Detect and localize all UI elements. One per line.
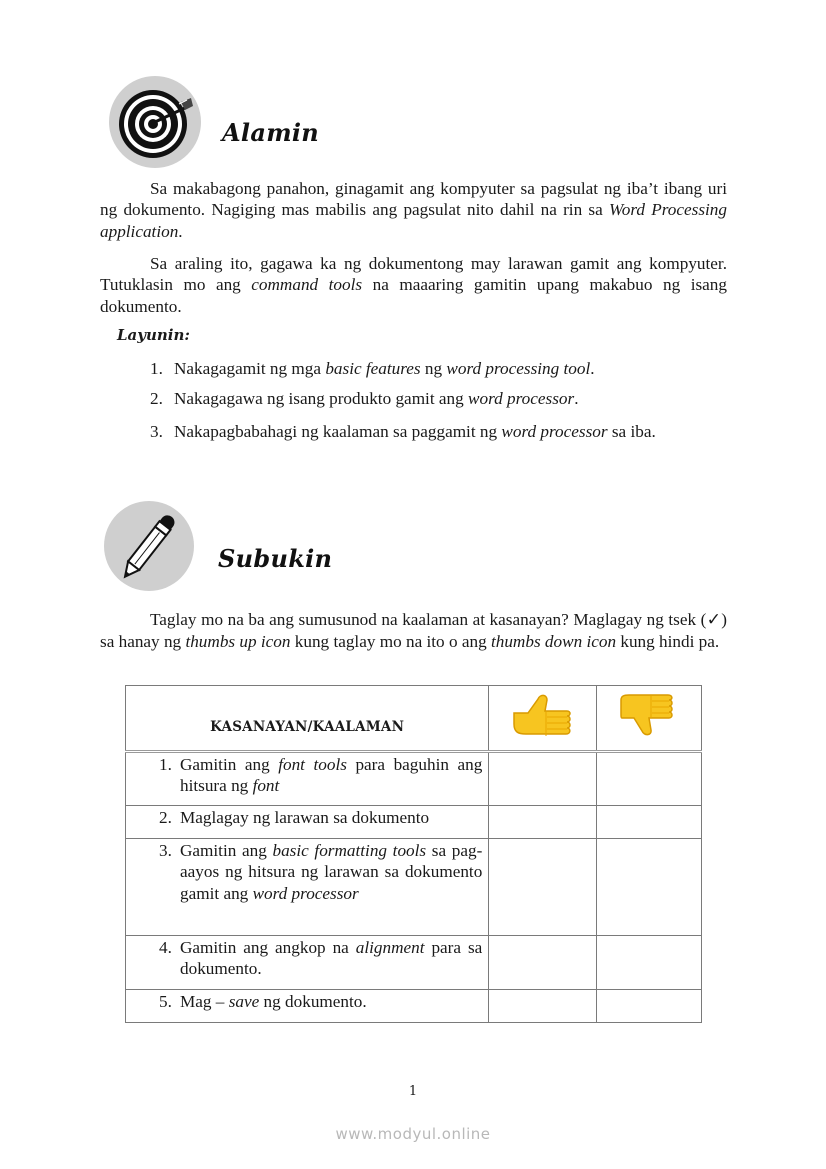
header-skills: [126, 686, 489, 752]
thumbs-up-checkbox-cell[interactable]: [489, 990, 597, 1023]
header-label: KASANAYAN/KAALAMAN: [210, 719, 405, 735]
italic-term: alignment: [355, 938, 425, 957]
table-row: [126, 806, 702, 839]
thumbs-down-checkbox-cell[interactable]: [597, 990, 702, 1023]
skill-text: [180, 807, 482, 828]
target-bullseye-icon: [109, 76, 201, 168]
subukin-instructions: [100, 609, 727, 653]
table-row: [126, 839, 702, 936]
objective-item: [150, 417, 728, 446]
italic-term: word processor: [252, 883, 359, 903]
objective-number: 1.: [150, 359, 163, 378]
italic-term: basic formatting tools: [272, 841, 427, 860]
text: .: [590, 359, 595, 378]
thumbs-up-checkbox-cell[interactable]: [489, 839, 597, 936]
text: .: [574, 389, 579, 408]
italic-term: command tools: [251, 275, 363, 295]
skill-cell: [126, 839, 489, 936]
text: kung taglay mo na ito o ang: [290, 632, 491, 652]
italic-term: save: [228, 992, 260, 1011]
table-header-row: [126, 686, 702, 752]
skill-text: [180, 991, 482, 1012]
thumbs-down-checkbox-cell[interactable]: [597, 936, 702, 990]
text: ng: [420, 359, 447, 378]
skill-cell: [126, 936, 489, 990]
alamin-paragraph-2: [100, 253, 727, 317]
text: Gamitin ang: [180, 841, 273, 860]
text: Nakagagamit ng mga: [174, 359, 326, 378]
italic-term: thumbs down icon: [490, 632, 617, 652]
objective-text: [174, 388, 728, 409]
alamin-paragraph-1: [100, 178, 727, 242]
row-number: 2.: [159, 808, 172, 827]
objective-item: [150, 388, 728, 409]
italic-term: font tools: [278, 755, 347, 774]
text: Gamitin ang angkop na: [180, 938, 356, 957]
skills-checklist-table: [125, 685, 702, 1023]
thumbs-down-checkbox-cell[interactable]: [597, 752, 702, 806]
subukin-title: Subukin: [218, 544, 333, 573]
objective-number: 2.: [150, 389, 163, 408]
text: Maglagay ng larawan sa dokumento: [180, 808, 430, 827]
layunin-label: Layunin:: [117, 326, 190, 344]
italic-term: word processor: [468, 389, 575, 408]
text: Sa araling ito, gagawa ka ng dokumentong may larawan gamit ang kompyuter. Tutuklasin mo ang: [100, 254, 727, 295]
table-row: [126, 752, 702, 806]
text: para sa dokumento.: [180, 938, 483, 979]
header-thumbs-up: [489, 686, 597, 752]
page-number: 1: [408, 1084, 418, 1099]
skill-cell: [126, 806, 489, 839]
watermark: www.modyul.online: [335, 1125, 491, 1143]
thumbs-up-checkbox-cell[interactable]: [489, 936, 597, 990]
pencil-icon: [104, 501, 194, 591]
header-thumbs-down: [597, 686, 702, 752]
table-row: [126, 990, 702, 1023]
thumbs-down-checkbox-cell[interactable]: [597, 806, 702, 839]
row-number: 1.: [159, 755, 172, 774]
objective-item: [150, 358, 728, 379]
text: na maaaring gamitin upang makabuo ng isang dokumento.: [100, 275, 727, 316]
objective-text: [174, 358, 728, 379]
italic-term: basic features: [325, 359, 421, 378]
italic-term: Word Processing application: [100, 200, 727, 241]
text: Nakapagbabahagi ng kaalaman sa paggamit ng: [174, 422, 502, 441]
table-row: [126, 936, 702, 990]
subukin-icon-circle: [104, 501, 194, 591]
check-mark-icon: ✓: [706, 610, 722, 630]
thumbs-down-icon: [617, 692, 681, 740]
thumbs-up-checkbox-cell[interactable]: [489, 752, 597, 806]
text: ng dokumento.: [259, 992, 367, 1011]
italic-term: thumbs up icon: [185, 632, 291, 652]
row-number: 4.: [159, 938, 172, 957]
text: ) sa hanay ng: [100, 610, 727, 652]
italic-term: word processing tool: [446, 359, 591, 378]
skill-cell: [126, 990, 489, 1023]
thumbs-up-checkbox-cell[interactable]: [489, 806, 597, 839]
italic-term: word processor: [501, 422, 608, 441]
text: Sa makabagong panahon, ginagamit ang kompyuter sa pagsulat ng iba’t ibang uri ng dokumento. Nagiging mas mabilis ang pagsulat nito dahil na rin sa: [100, 179, 727, 220]
text: Nakagagawa ng isang produkto gamit ang: [174, 389, 469, 408]
thumbs-up-icon: [510, 691, 576, 741]
text: Taglay mo na ba ang sumusunod na kaalaman at kasanayan? Maglagay ng tsek (: [150, 610, 707, 629]
objective-text: [174, 417, 728, 446]
row-number: 3.: [159, 841, 172, 860]
alamin-title: Alamin: [222, 118, 320, 147]
thumbs-down-checkbox-cell[interactable]: [597, 839, 702, 936]
italic-term: font: [252, 776, 280, 796]
skill-cell: [126, 752, 489, 806]
skill-text: [180, 840, 482, 904]
objective-number: 3.: [150, 422, 163, 441]
row-number: 5.: [159, 992, 172, 1011]
text: kung hindi pa.: [616, 632, 720, 652]
text: .: [178, 221, 183, 241]
text: para baguhin ang hitsura ng: [180, 755, 483, 796]
alamin-icon-circle: [109, 76, 201, 168]
text: sa iba.: [607, 422, 656, 441]
text: sa pag-aayos ng hitsura ng larawan sa dokumento gamit ang: [180, 841, 483, 903]
text: Mag –: [180, 992, 229, 1011]
skill-text: [180, 754, 482, 797]
text: Gamitin ang: [180, 755, 279, 774]
skill-text: [180, 937, 482, 980]
